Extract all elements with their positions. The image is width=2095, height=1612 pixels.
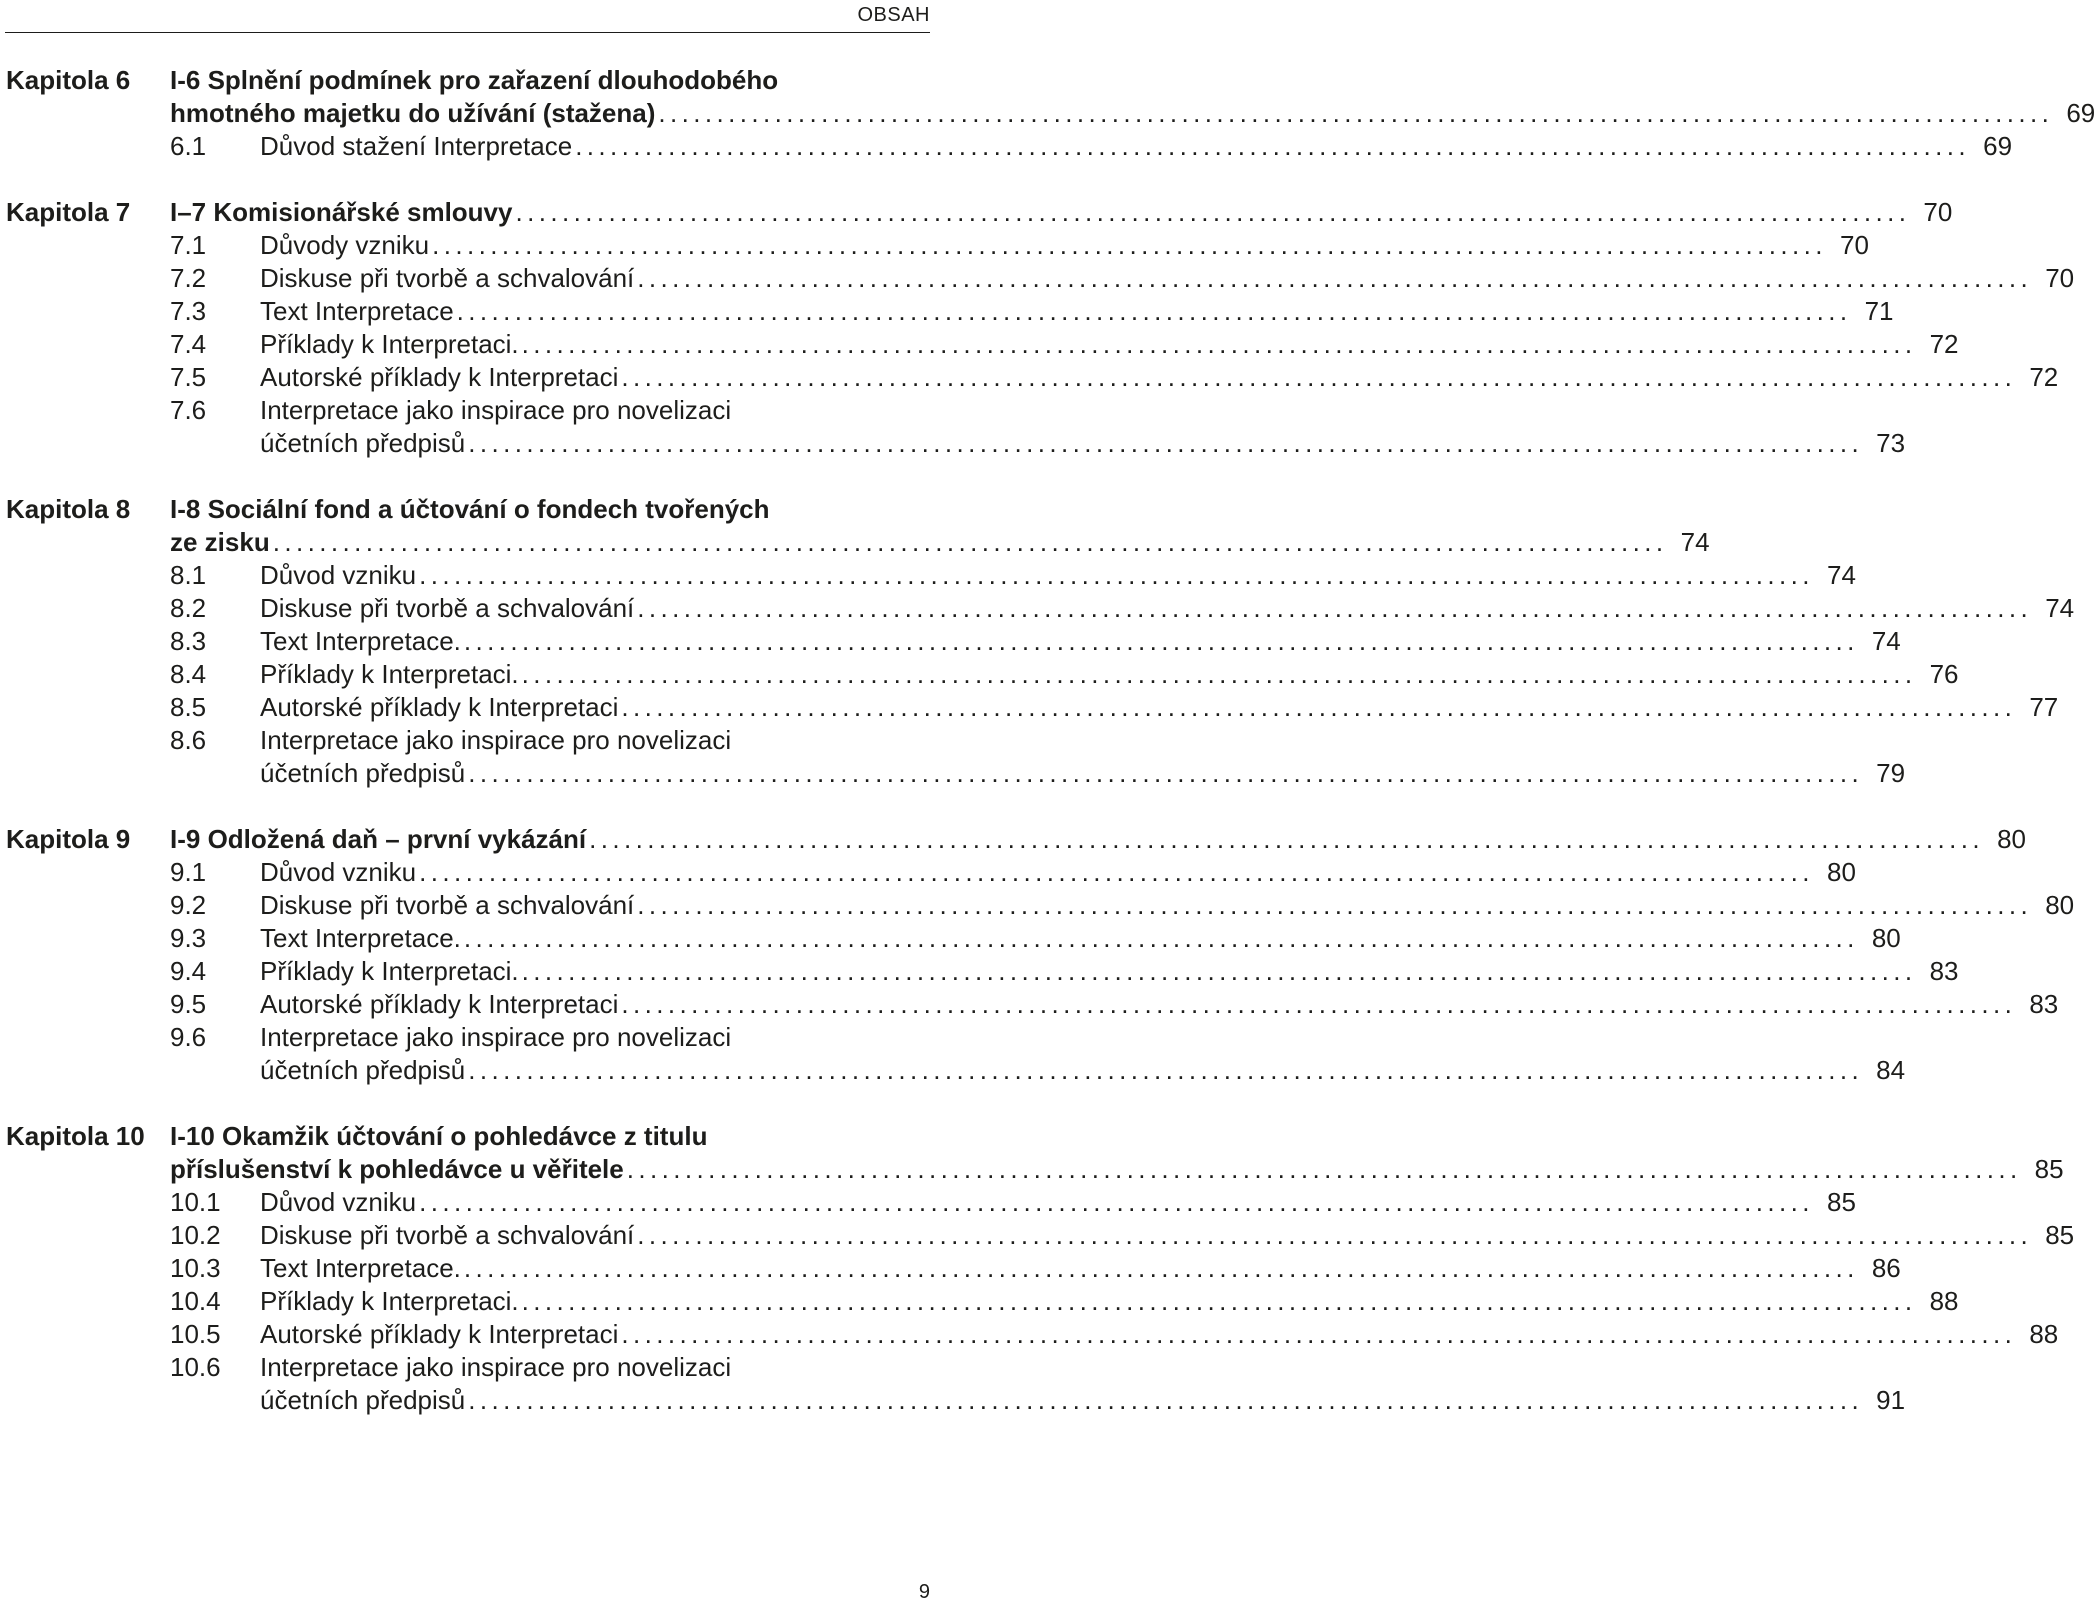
page-ref: 70 xyxy=(2032,262,2074,295)
toc-entry xyxy=(0,1219,2075,1252)
chapter-label: Kapitola 9 xyxy=(6,824,131,854)
dot-leader: ........................................................................................................................ xyxy=(468,1055,1864,1085)
toc-entry xyxy=(0,262,2075,295)
section-number: 10.6 xyxy=(170,1352,221,1382)
section-number: 8.5 xyxy=(170,692,207,722)
section-number: 8.4 xyxy=(170,659,207,689)
toc-entry xyxy=(0,625,1901,658)
dot-leader: ........................................................................................................................ xyxy=(521,329,1917,359)
dot-leader: ........................................................................................................................ xyxy=(419,1187,1814,1217)
dot-leader: ........................................................................................................................ xyxy=(621,692,2017,722)
section-title-text: Autorské příklady k Interpretaci xyxy=(260,361,621,394)
chapter-title-line xyxy=(0,97,2095,130)
chapter-title-text: I–7 Komisionářské smlouvy xyxy=(170,196,515,229)
section-number: 6.1 xyxy=(170,131,207,161)
section-title-text: účetních předpisů xyxy=(260,757,468,790)
section-number: 10.4 xyxy=(170,1286,221,1316)
chapter-title-line xyxy=(0,493,960,526)
toc-entry xyxy=(0,889,2075,922)
toc-entry xyxy=(0,130,2013,163)
section-title-text: Důvod stažení Interpretace xyxy=(260,130,575,163)
section-title-text: Příklady k Interpretaci. xyxy=(260,658,522,691)
dot-leader: ........................................................................................................................ xyxy=(589,824,1984,854)
section-number: 10.5 xyxy=(170,1319,221,1349)
toc-entry xyxy=(0,658,1959,691)
section-number: 9.4 xyxy=(170,956,207,986)
dot-leader: ........................................................................................................................ xyxy=(658,98,2054,128)
section-number: 9.2 xyxy=(170,890,207,920)
dot-leader: ........................................................................................................................ xyxy=(521,1286,1917,1316)
table-of-contents xyxy=(0,64,2095,1450)
toc-entry xyxy=(0,361,2059,394)
chapter-block xyxy=(0,823,2075,1087)
section-number: 8.6 xyxy=(170,725,207,755)
page-ref: 83 xyxy=(2016,988,2058,1021)
chapter-block xyxy=(0,1120,2075,1417)
toc-entry xyxy=(0,295,1894,328)
section-title-text: Interpretace jako inspirace pro novelizaci xyxy=(260,1021,734,1054)
chapter-title-line xyxy=(0,1153,2064,1186)
page-ref: 72 xyxy=(2016,361,2058,394)
section-title-text: Diskuse při tvorbě a schvalování xyxy=(260,889,637,922)
toc-entry xyxy=(0,1351,960,1384)
section-title-text: účetních předpisů xyxy=(260,427,468,460)
section-title-text: Diskuse při tvorbě a schvalování xyxy=(260,262,637,295)
page-ref: 70 xyxy=(1910,196,1952,229)
dot-leader: ........................................................................................................................ xyxy=(468,428,1864,458)
section-number: 9.6 xyxy=(170,1022,207,1052)
header-rule xyxy=(5,32,930,33)
section-number: 7.4 xyxy=(170,329,207,359)
page-ref: 74 xyxy=(1814,559,1856,592)
section-title-text: Důvody vzniku xyxy=(260,229,432,262)
chapter-title-line xyxy=(0,526,1710,559)
page-ref: 73 xyxy=(1863,427,1905,460)
toc-entry xyxy=(0,1252,1901,1285)
chapter-title-text: příslušenství k pohledávce u věřitele xyxy=(170,1153,627,1186)
dot-leader: ........................................................................................................................ xyxy=(621,989,2017,1019)
page-ref: 79 xyxy=(1863,757,1905,790)
toc-entry xyxy=(0,592,2075,625)
chapter-title-text: I-10 Okamžik účtování o pohledávce z titulu xyxy=(170,1120,710,1153)
section-number: 9.1 xyxy=(170,857,207,887)
toc-entry xyxy=(0,856,1856,889)
page-ref: 69 xyxy=(2053,97,2095,130)
section-title-text: Text Interpretace xyxy=(260,295,457,328)
toc-entry xyxy=(0,394,960,427)
page-ref: 85 xyxy=(1814,1186,1856,1219)
dot-leader: ........................................................................................................................ xyxy=(637,263,2033,293)
chapter-title-text: I-6 Splnění podmínek pro zařazení dlouhodobého xyxy=(170,64,781,97)
toc-entry xyxy=(0,1318,2059,1351)
dot-leader: ........................................................................................................................ xyxy=(432,230,1827,260)
chapter-title-line xyxy=(0,823,2026,856)
section-number: 9.5 xyxy=(170,989,207,1019)
section-number: 8.2 xyxy=(170,593,207,623)
dot-leader: ........................................................................................................................ xyxy=(621,362,2017,392)
dot-leader: ........................................................................................................................ xyxy=(521,956,1917,986)
dot-leader: ........................................................................................................................ xyxy=(637,1220,2033,1250)
page-ref: 86 xyxy=(1859,1252,1901,1285)
section-title-text: Důvod vzniku xyxy=(260,1186,419,1219)
chapter-label: Kapitola 6 xyxy=(6,65,131,95)
page-ref: 85 xyxy=(2032,1219,2074,1252)
section-title-text: účetních předpisů xyxy=(260,1054,468,1087)
chapter-title-line xyxy=(0,64,960,97)
section-title-text: Důvod vzniku xyxy=(260,856,419,889)
page-ref: 88 xyxy=(2016,1318,2058,1351)
page-ref: 71 xyxy=(1852,295,1894,328)
section-number: 10.2 xyxy=(170,1220,221,1250)
page-ref: 91 xyxy=(1863,1384,1905,1417)
dot-leader: ........................................................................................................................ xyxy=(463,923,1859,953)
chapter-title-text: ze zisku xyxy=(170,526,273,559)
dot-leader: ........................................................................................................................ xyxy=(468,1385,1864,1415)
page-ref: 80 xyxy=(2032,889,2074,922)
toc-entry xyxy=(0,988,2059,1021)
toc-entry xyxy=(0,1384,1906,1417)
page-ref: 80 xyxy=(1814,856,1856,889)
section-title-text: Text Interpretace. xyxy=(260,922,464,955)
section-title-text: Diskuse při tvorbě a schvalování xyxy=(260,592,637,625)
toc-entry xyxy=(0,757,1906,790)
chapter-title-line xyxy=(0,1120,960,1153)
chapter-title-text: hmotného majetku do užívání (stažena) xyxy=(170,97,658,130)
page-ref: 88 xyxy=(1917,1285,1959,1318)
dot-leader: ........................................................................................................................ xyxy=(521,659,1917,689)
section-title-text: Příklady k Interpretaci. xyxy=(260,328,522,361)
page-ref: 74 xyxy=(2032,592,2074,625)
dot-leader: ........................................................................................................................ xyxy=(637,593,2033,623)
page-ref: 74 xyxy=(1859,625,1901,658)
section-title-text: účetních předpisů xyxy=(260,1384,468,1417)
chapter-block xyxy=(0,493,2075,790)
chapter-block xyxy=(0,64,2095,163)
section-title-text: Příklady k Interpretaci. xyxy=(260,955,522,988)
section-title-text: Diskuse při tvorbě a schvalování xyxy=(260,1219,637,1252)
dot-leader: ........................................................................................................................ xyxy=(419,560,1814,590)
section-title-text: Interpretace jako inspirace pro novelizaci xyxy=(260,394,734,427)
section-number: 10.1 xyxy=(170,1187,221,1217)
section-title-text: Autorské příklady k Interpretaci xyxy=(260,691,621,724)
toc-entry xyxy=(0,1054,1906,1087)
running-head: OBSAH xyxy=(857,4,930,26)
section-title-text: Autorské příklady k Interpretaci xyxy=(260,988,621,1021)
section-number: 7.2 xyxy=(170,263,207,293)
page-ref: 85 xyxy=(2022,1153,2064,1186)
chapter-title-line xyxy=(0,196,1953,229)
dot-leader: ........................................................................................................................ xyxy=(463,626,1859,656)
chapter-block xyxy=(0,196,2075,460)
page-ref: 83 xyxy=(1917,955,1959,988)
section-number: 7.5 xyxy=(170,362,207,392)
section-number: 10.3 xyxy=(170,1253,221,1283)
section-title-text: Text Interpretace. xyxy=(260,1252,464,1285)
section-title-text: Autorské příklady k Interpretaci xyxy=(260,1318,621,1351)
dot-leader: ........................................................................................................................ xyxy=(272,527,1668,557)
page-ref: 76 xyxy=(1917,658,1959,691)
section-title-text: Text Interpretace. xyxy=(260,625,464,658)
page-ref: 80 xyxy=(1859,922,1901,955)
page-ref: 74 xyxy=(1668,526,1710,559)
page-number: 9 xyxy=(918,1581,930,1603)
toc-entry xyxy=(0,691,2059,724)
section-number: 8.1 xyxy=(170,560,207,590)
section-number: 7.3 xyxy=(170,296,207,326)
page-ref: 72 xyxy=(1917,328,1959,361)
toc-entry xyxy=(0,559,1856,592)
section-title-text: Interpretace jako inspirace pro novelizaci xyxy=(260,1351,734,1384)
dot-leader: ........................................................................................................................ xyxy=(626,1154,2022,1184)
toc-entry xyxy=(0,724,960,757)
toc-entry xyxy=(0,229,1869,262)
section-number: 7.1 xyxy=(170,230,207,260)
toc-entry xyxy=(0,1021,960,1054)
section-title-text: Příklady k Interpretaci. xyxy=(260,1285,522,1318)
page-ref: 69 xyxy=(1970,130,2012,163)
toc-entry xyxy=(0,1186,1856,1219)
dot-leader: ........................................................................................................................ xyxy=(463,1253,1859,1283)
dot-leader: ........................................................................................................................ xyxy=(419,857,1814,887)
chapter-label: Kapitola 8 xyxy=(6,494,131,524)
page-ref: 80 xyxy=(1984,823,2026,856)
dot-leader: ........................................................................................................................ xyxy=(515,197,1911,227)
dot-leader: ........................................................................................................................ xyxy=(468,758,1864,788)
page-ref: 77 xyxy=(2016,691,2058,724)
chapter-label: Kapitola 7 xyxy=(6,197,131,227)
section-title-text: Interpretace jako inspirace pro novelizaci xyxy=(260,724,734,757)
chapter-title-text: I-8 Sociální fond a účtování o fondech tvořených xyxy=(170,493,773,526)
toc-entry xyxy=(0,955,1959,988)
page-ref: 70 xyxy=(1827,229,1869,262)
section-number: 7.6 xyxy=(170,395,207,425)
section-title-text: Důvod vzniku xyxy=(260,559,419,592)
chapter-title-text: I-9 Odložená daň – první vykázání xyxy=(170,823,589,856)
section-number: 9.3 xyxy=(170,923,207,953)
toc-entry xyxy=(0,1285,1959,1318)
toc-entry xyxy=(0,427,1906,460)
toc-entry xyxy=(0,328,1959,361)
dot-leader: ........................................................................................................................ xyxy=(621,1319,2017,1349)
section-number: 8.3 xyxy=(170,626,207,656)
dot-leader: ........................................................................................................................ xyxy=(637,890,2033,920)
toc-entry xyxy=(0,922,1901,955)
dot-leader: ........................................................................................................................ xyxy=(456,296,1852,326)
dot-leader: ........................................................................................................................ xyxy=(575,131,1971,161)
page-ref: 84 xyxy=(1863,1054,1905,1087)
chapter-label: Kapitola 10 xyxy=(6,1121,145,1151)
